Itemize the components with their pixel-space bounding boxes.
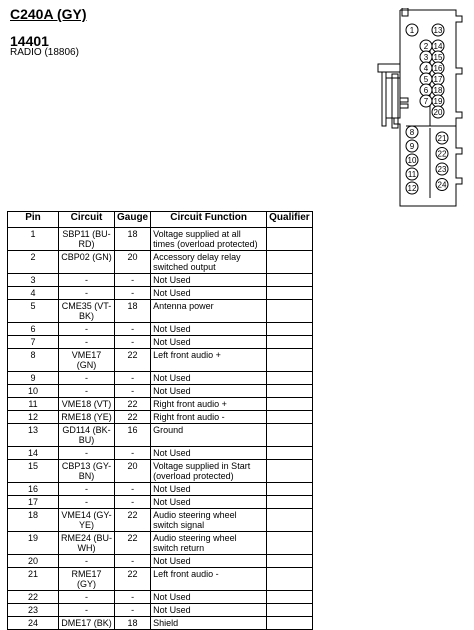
qualifier-cell (267, 349, 313, 372)
circuit-cell: RME18 (YE) (59, 411, 115, 424)
pinout-table (7, 211, 313, 630)
qualifier-cell (267, 372, 313, 385)
pin-cell: 7 (8, 336, 59, 349)
table-row (8, 251, 313, 274)
gauge-cell: 20 (115, 460, 151, 483)
circuit-cell: - (59, 483, 115, 496)
qualifier-cell (267, 496, 313, 509)
gauge-cell: 22 (115, 411, 151, 424)
pin-cell: 17 (8, 496, 59, 509)
pin-label-1: 1 (409, 26, 415, 35)
table-row (8, 424, 313, 447)
circuit-cell: CBP13 (GY-BN) (59, 460, 115, 483)
gauge-cell: - (115, 336, 151, 349)
pin-cell: 9 (8, 372, 59, 385)
function-cell: Shield (151, 617, 267, 630)
gauge-cell: - (115, 447, 151, 460)
function-cell: Not Used (151, 287, 267, 300)
gauge-cell: - (115, 483, 151, 496)
pin-cell: 19 (8, 532, 59, 555)
gauge-cell: 22 (115, 349, 151, 372)
table-row (8, 483, 313, 496)
pin-label-23: 23 (437, 165, 447, 174)
circuit-cell: - (59, 274, 115, 287)
gauge-cell: - (115, 604, 151, 617)
pin-label-8: 8 (409, 128, 415, 137)
pin-cell: 12 (8, 411, 59, 424)
header-gauge: Gauge (115, 212, 151, 228)
gauge-cell: - (115, 274, 151, 287)
header-pin: Pin (8, 212, 59, 228)
pin-cell: 5 (8, 300, 59, 323)
circuit-cell: - (59, 323, 115, 336)
pin-cell: 24 (8, 617, 59, 630)
pin-label-21: 21 (437, 134, 447, 143)
table-row (8, 532, 313, 555)
pin-label-6: 6 (423, 86, 429, 95)
pin-label-11: 11 (407, 170, 417, 179)
circuit-cell: - (59, 591, 115, 604)
pin-label-12: 12 (407, 184, 417, 193)
function-cell: Not Used (151, 372, 267, 385)
circuit-cell: - (59, 372, 115, 385)
circuit-cell: DME17 (BK) (59, 617, 115, 630)
header-qualifier: Qualifier (267, 212, 313, 228)
circuit-cell: - (59, 336, 115, 349)
pin-label-16: 16 (433, 64, 443, 73)
qualifier-cell (267, 447, 313, 460)
gauge-cell: 22 (115, 532, 151, 555)
pin-cell: 22 (8, 591, 59, 604)
function-cell: Not Used (151, 385, 267, 398)
qualifier-cell (267, 617, 313, 630)
table-row (8, 349, 313, 372)
circuit-cell: GD114 (BK-BU) (59, 424, 115, 447)
qualifier-cell (267, 532, 313, 555)
gauge-cell: 18 (115, 300, 151, 323)
function-cell: Not Used (151, 336, 267, 349)
gauge-cell: - (115, 323, 151, 336)
gauge-cell: - (115, 591, 151, 604)
table-row (8, 555, 313, 568)
pin-cell: 6 (8, 323, 59, 336)
function-cell: Left front audio - (151, 568, 267, 591)
function-cell: Right front audio - (151, 411, 267, 424)
circuit-cell: RME17 (GY) (59, 568, 115, 591)
gauge-cell: - (115, 287, 151, 300)
pin-cell: 1 (8, 228, 59, 251)
pin-cell: 4 (8, 287, 59, 300)
qualifier-cell (267, 411, 313, 424)
pin-cell: 15 (8, 460, 59, 483)
pin-cell: 8 (8, 349, 59, 372)
function-cell: Voltage supplied at all times (overload protected) (151, 228, 267, 251)
circuit-cell: CBP02 (GN) (59, 251, 115, 274)
gauge-cell: - (115, 385, 151, 398)
gauge-cell: 18 (115, 617, 151, 630)
header-circuit: Circuit (59, 212, 115, 228)
gauge-cell: 22 (115, 568, 151, 591)
circuit-cell: CME35 (VT-BK) (59, 300, 115, 323)
function-cell: Audio steering wheel switch return (151, 532, 267, 555)
function-cell: Not Used (151, 604, 267, 617)
connector-face-diagram (370, 8, 470, 208)
function-cell: Voltage supplied in Start (overload protected) (151, 460, 267, 483)
circuit-cell: - (59, 385, 115, 398)
qualifier-cell (267, 323, 313, 336)
gauge-cell: 20 (115, 251, 151, 274)
function-cell: Not Used (151, 496, 267, 509)
table-row (8, 300, 313, 323)
circuit-cell: - (59, 287, 115, 300)
circuit-cell: - (59, 555, 115, 568)
table-row (8, 274, 313, 287)
pin-label-13: 13 (433, 26, 443, 35)
function-cell: Not Used (151, 323, 267, 336)
function-cell: Right front audio + (151, 398, 267, 411)
qualifier-cell (267, 287, 313, 300)
pin-label-19: 19 (433, 97, 443, 106)
function-cell: Not Used (151, 274, 267, 287)
table-row (8, 496, 313, 509)
function-cell: Accessory delay relay switched output (151, 251, 267, 274)
pin-label-9: 9 (409, 142, 415, 151)
gauge-cell: 18 (115, 228, 151, 251)
table-row (8, 287, 313, 300)
pin-label-5: 5 (423, 75, 429, 84)
qualifier-cell (267, 228, 313, 251)
pin-label-7: 7 (423, 97, 429, 106)
function-cell: Antenna power (151, 300, 267, 323)
function-cell: Not Used (151, 483, 267, 496)
pin-label-15: 15 (433, 53, 443, 62)
table-row (8, 617, 313, 630)
table-row (8, 398, 313, 411)
qualifier-cell (267, 555, 313, 568)
pin-label-4: 4 (423, 64, 429, 73)
pin-label-2: 2 (423, 42, 429, 51)
table-row (8, 604, 313, 617)
pin-label-18: 18 (433, 86, 443, 95)
function-cell: Audio steering wheel switch signal (151, 509, 267, 532)
component-number: 14401 (10, 33, 49, 49)
qualifier-cell (267, 424, 313, 447)
circuit-cell: VME14 (GY-YE) (59, 509, 115, 532)
table-row (8, 336, 313, 349)
gauge-cell: - (115, 496, 151, 509)
pin-label-20: 20 (433, 108, 443, 117)
pin-cell: 21 (8, 568, 59, 591)
qualifier-cell (267, 300, 313, 323)
function-cell: Not Used (151, 447, 267, 460)
qualifier-cell (267, 604, 313, 617)
pin-label-17: 17 (433, 75, 443, 84)
circuit-cell: - (59, 447, 115, 460)
circuit-cell: VME17 (GN) (59, 349, 115, 372)
pin-label-14: 14 (433, 42, 443, 51)
table-row (8, 591, 313, 604)
gauge-cell: - (115, 372, 151, 385)
qualifier-cell (267, 274, 313, 287)
qualifier-cell (267, 591, 313, 604)
circuit-cell: SBP11 (BU-RD) (59, 228, 115, 251)
pin-cell: 13 (8, 424, 59, 447)
table-row (8, 568, 313, 591)
pin-label-3: 3 (423, 53, 429, 62)
function-cell: Not Used (151, 555, 267, 568)
pin-cell: 20 (8, 555, 59, 568)
pin-cell: 23 (8, 604, 59, 617)
gauge-cell: 16 (115, 424, 151, 447)
pin-cell: 3 (8, 274, 59, 287)
circuit-cell: RME24 (BU-WH) (59, 532, 115, 555)
function-cell: Left front audio + (151, 349, 267, 372)
function-cell: Not Used (151, 591, 267, 604)
header-circuit-function: Circuit Function (151, 212, 267, 228)
table-row (8, 385, 313, 398)
qualifier-cell (267, 385, 313, 398)
qualifier-cell (267, 483, 313, 496)
connector-title: C240A (GY) (10, 6, 87, 22)
pin-cell: 11 (8, 398, 59, 411)
pin-cell: 2 (8, 251, 59, 274)
qualifier-cell (267, 251, 313, 274)
table-row (8, 323, 313, 336)
table-row (8, 411, 313, 424)
pin-cell: 14 (8, 447, 59, 460)
qualifier-cell (267, 460, 313, 483)
qualifier-cell (267, 568, 313, 591)
gauge-cell: 22 (115, 509, 151, 532)
gauge-cell: - (115, 555, 151, 568)
table-row (8, 228, 313, 251)
table-row (8, 509, 313, 532)
component-name: RADIO (18806) (10, 47, 79, 58)
circuit-cell: VME18 (VT) (59, 398, 115, 411)
table-row (8, 372, 313, 385)
pin-cell: 10 (8, 385, 59, 398)
pin-cell: 18 (8, 509, 59, 532)
gauge-cell: 22 (115, 398, 151, 411)
table-row (8, 460, 313, 483)
pin-label-22: 22 (437, 149, 447, 159)
circuit-cell: - (59, 604, 115, 617)
pin-label-10: 10 (407, 156, 417, 165)
circuit-cell: - (59, 496, 115, 509)
qualifier-cell (267, 336, 313, 349)
function-cell: Ground (151, 424, 267, 447)
qualifier-cell (267, 398, 313, 411)
table-row (8, 447, 313, 460)
pin-cell: 16 (8, 483, 59, 496)
pin-label-24: 24 (437, 180, 447, 190)
qualifier-cell (267, 509, 313, 532)
table-header-row (8, 212, 313, 228)
